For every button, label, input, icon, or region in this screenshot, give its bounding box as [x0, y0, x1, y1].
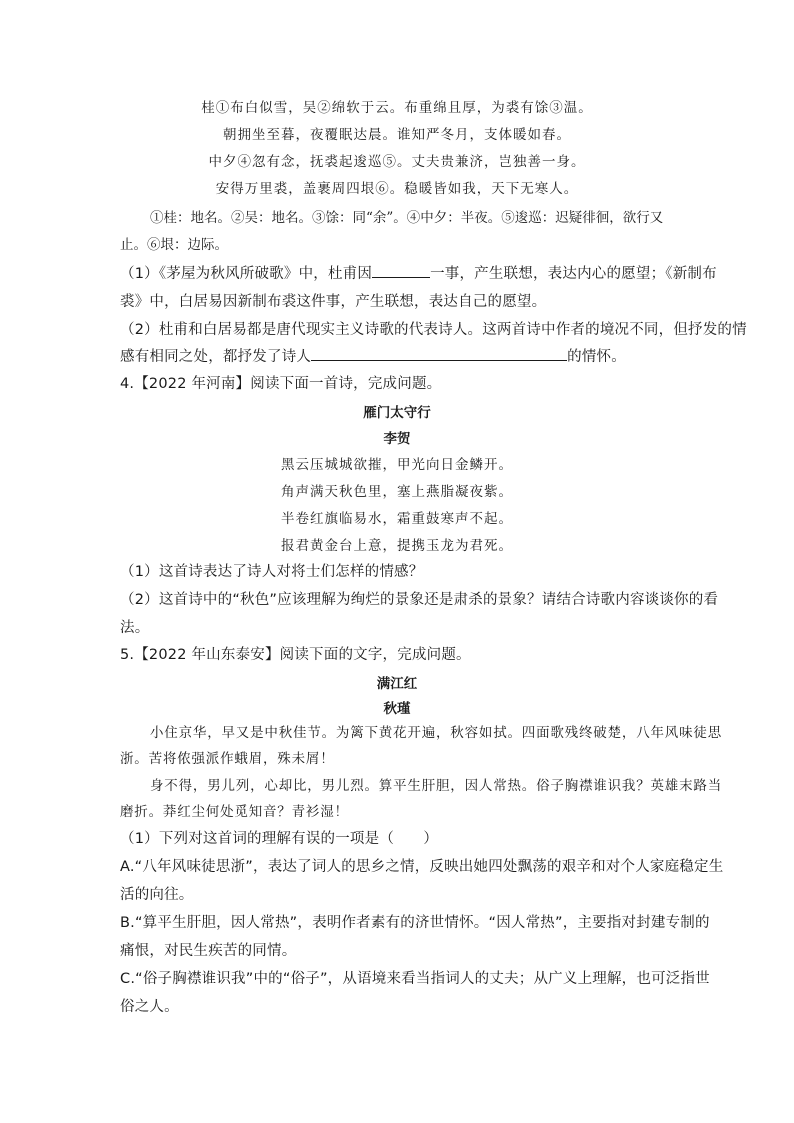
question-text: [120, 345, 680, 366]
poem-line: 安得万里裘，盖裹周四垠⑥。稳暖皆如我，天下无寒人。: [215, 181, 579, 197]
answer-blank: [311, 346, 567, 361]
question-text: 裘》中，白居易因新制布裘这件事，产生联想，表达自己的愿望。: [120, 294, 547, 310]
question-text: [120, 262, 717, 283]
poem-line: 黑云压城城欲摧，甲光向日金鳞开。: [281, 457, 513, 473]
option-c: 俗之人。: [120, 999, 179, 1015]
poem-line: 桂①布白似雪，吴②绵软于云。布重绵且厚，为裘有馀③温。: [201, 100, 593, 116]
ci-line: 小住京华，早又是中秋佳节。为篱下黄花开遍，秋容如拭。四面歌残终破楚，八年风味徒思: [150, 725, 722, 741]
poem-author: 李贺: [383, 431, 411, 447]
question-text: （1）这首诗表达了诗人对将士们怎样的情感？: [120, 564, 424, 580]
question-text: （1）下列对这首词的理解有误的一项是（ ）: [120, 831, 439, 847]
question-heading: 5.【2022 年山东泰安】阅读下面的文字，完成问题。: [120, 647, 471, 663]
question-part: 一事，产生联想，表达内心的愿望；《新制布: [430, 266, 717, 282]
question-text: 法。: [120, 620, 150, 636]
poem-title: 雁门太守行: [363, 405, 431, 421]
option-b: 痛恨，对民生疾苦的同情。: [120, 943, 297, 959]
annotation-line: 止。⑥垠：边际。: [120, 237, 228, 253]
ci-title: 满江红: [376, 676, 418, 692]
option-a: 活的向往。: [120, 887, 194, 903]
question-text: （2）杜甫和白居易都是唐代现实主义诗歌的代表诗人。这两首诗中作者的境况不同，但抒发的情: [120, 322, 747, 338]
poem-line: 中夕④忽有念，抚裘起逡巡⑤。丈夫贵兼济，岂独善一身。: [208, 154, 586, 170]
poem-line: 朝拥坐至暮，夜覆眠达晨。谁知严冬月，支体暖如春。: [223, 127, 571, 143]
question-part: 的情怀。: [567, 349, 626, 365]
ci-line: 身不得，男儿列，心却比，男儿烈。算平生肝胆，因人常热。俗子胸襟谁识我？英雄末路当: [150, 778, 722, 794]
option-a: A.“八年风味徒思浙”，表达了词人的思乡之情，反映出她四处飘荡的艰辛和对个人家庭稳定生: [120, 859, 724, 875]
ci-line: 浙。苦将侬强派作蛾眉，殊未屑！: [120, 751, 335, 767]
question-heading: 4.【2022 年河南】阅读下面一首诗，完成问题。: [120, 376, 442, 392]
poem-line: 半卷红旗临易水，霜重鼓寒声不起。: [281, 511, 513, 527]
option-c: C.“俗子胸襟谁识我”中的“俗子”，从语境来看当指词人的丈夫；从广义上理解，也可泛指世: [120, 971, 710, 987]
question-part: （1）《茅屋为秋风所破歌》中，杜甫因: [120, 266, 373, 282]
ci-line: 磨折。莽红尘何处觅知音？青衫湿！: [120, 804, 349, 820]
question-part: 感有相同之处，都抒发了诗人: [120, 349, 312, 365]
poem-line: 角声满天秋色里，塞上燕脂凝夜紫。: [281, 484, 513, 500]
question-text: （2）这首诗中的“秋色”应该理解为绚烂的景象还是肃杀的景象？请结合诗歌内容谈谈你的看: [120, 592, 719, 608]
poem-line: 报君黄金台上意，提携玉龙为君死。: [281, 538, 513, 554]
annotation-line: ①桂：地名。②吴：地名。③馀：同“余”。④中夕：半夜。⑤逡巡：迟疑徘徊，欲行又: [150, 210, 664, 226]
answer-blank: [372, 263, 430, 278]
option-b: B.“算平生肝胆，因人常热”，表明作者素有的济世情怀。“因人常热”，主要指对封建专制的: [120, 915, 710, 931]
ci-author: 秋瑾: [383, 701, 411, 717]
